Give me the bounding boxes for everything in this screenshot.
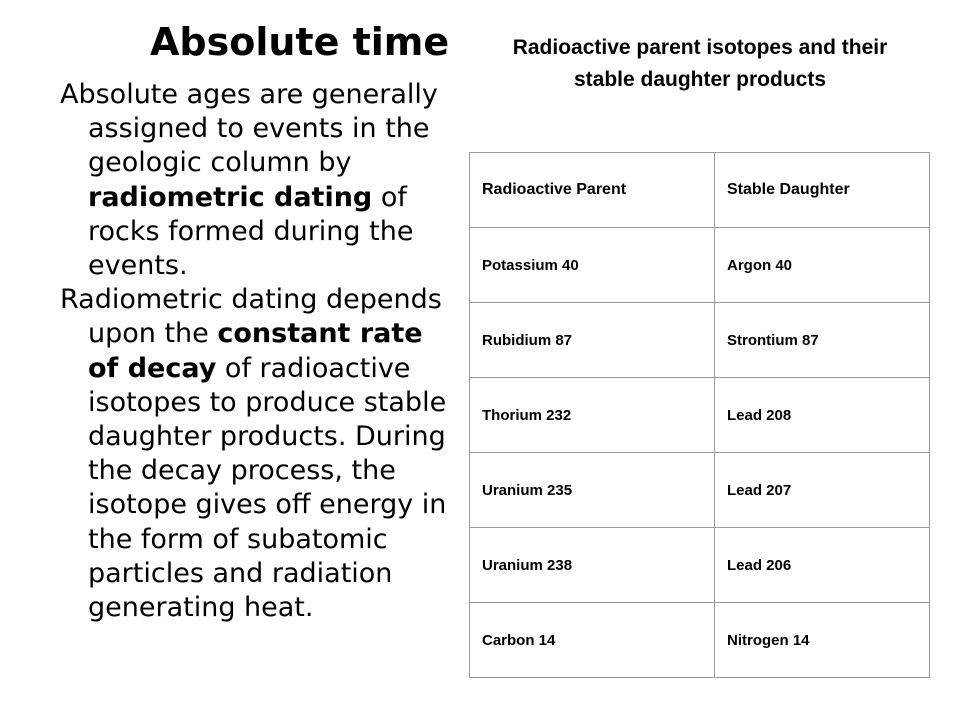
body-text <box>60 78 460 625</box>
paragraph-radiometric-dating <box>60 283 460 625</box>
parent-cell: Rubidium 87 <box>470 303 715 378</box>
table-row <box>470 603 930 678</box>
daughter-cell: Strontium 87 <box>715 303 930 378</box>
para2-text-2: of radioactive isotopes to produce stable daughter products. During the decay process, the isotope gives off energy in the form of subatomic particles and radiation generating heat. <box>88 352 447 624</box>
para2-text-1: Radiometric dating depends upon the <box>60 284 442 350</box>
para1-text-2: of rocks formed during the events. <box>88 181 414 282</box>
parent-cell: Carbon 14 <box>470 603 715 678</box>
slide-title: Absolute time <box>150 20 450 64</box>
parent-cell: Uranium 235 <box>470 453 715 528</box>
parent-cell: Uranium 238 <box>470 528 715 603</box>
table-title: Radioactive parent isotopes and their stable daughter products <box>512 36 888 91</box>
table-row <box>470 378 930 453</box>
parent-cell: Potassium 40 <box>470 228 715 303</box>
table-row <box>470 228 930 303</box>
term-constant-rate-of-decay: constant rate of decay <box>88 318 423 384</box>
daughter-cell: Nitrogen 14 <box>715 603 930 678</box>
header-stable-daughter: Stable Daughter <box>715 153 930 228</box>
paragraph-absolute-ages <box>60 78 460 283</box>
table-row <box>470 303 930 378</box>
daughter-cell: Lead 206 <box>715 528 930 603</box>
daughter-cell: Argon 40 <box>715 228 930 303</box>
header-radioactive-parent: Radioactive Parent <box>470 153 715 228</box>
daughter-cell: Lead 207 <box>715 453 930 528</box>
daughter-cell: Lead 208 <box>715 378 930 453</box>
para1-text-1: Absolute ages are generally assigned to events in the geologic column by <box>60 79 438 179</box>
isotope-table <box>469 152 930 678</box>
table-header-row <box>470 153 930 228</box>
parent-cell: Thorium 232 <box>470 378 715 453</box>
table-row <box>470 528 930 603</box>
table-row <box>470 453 930 528</box>
term-radiometric-dating: radiometric dating <box>88 181 373 213</box>
